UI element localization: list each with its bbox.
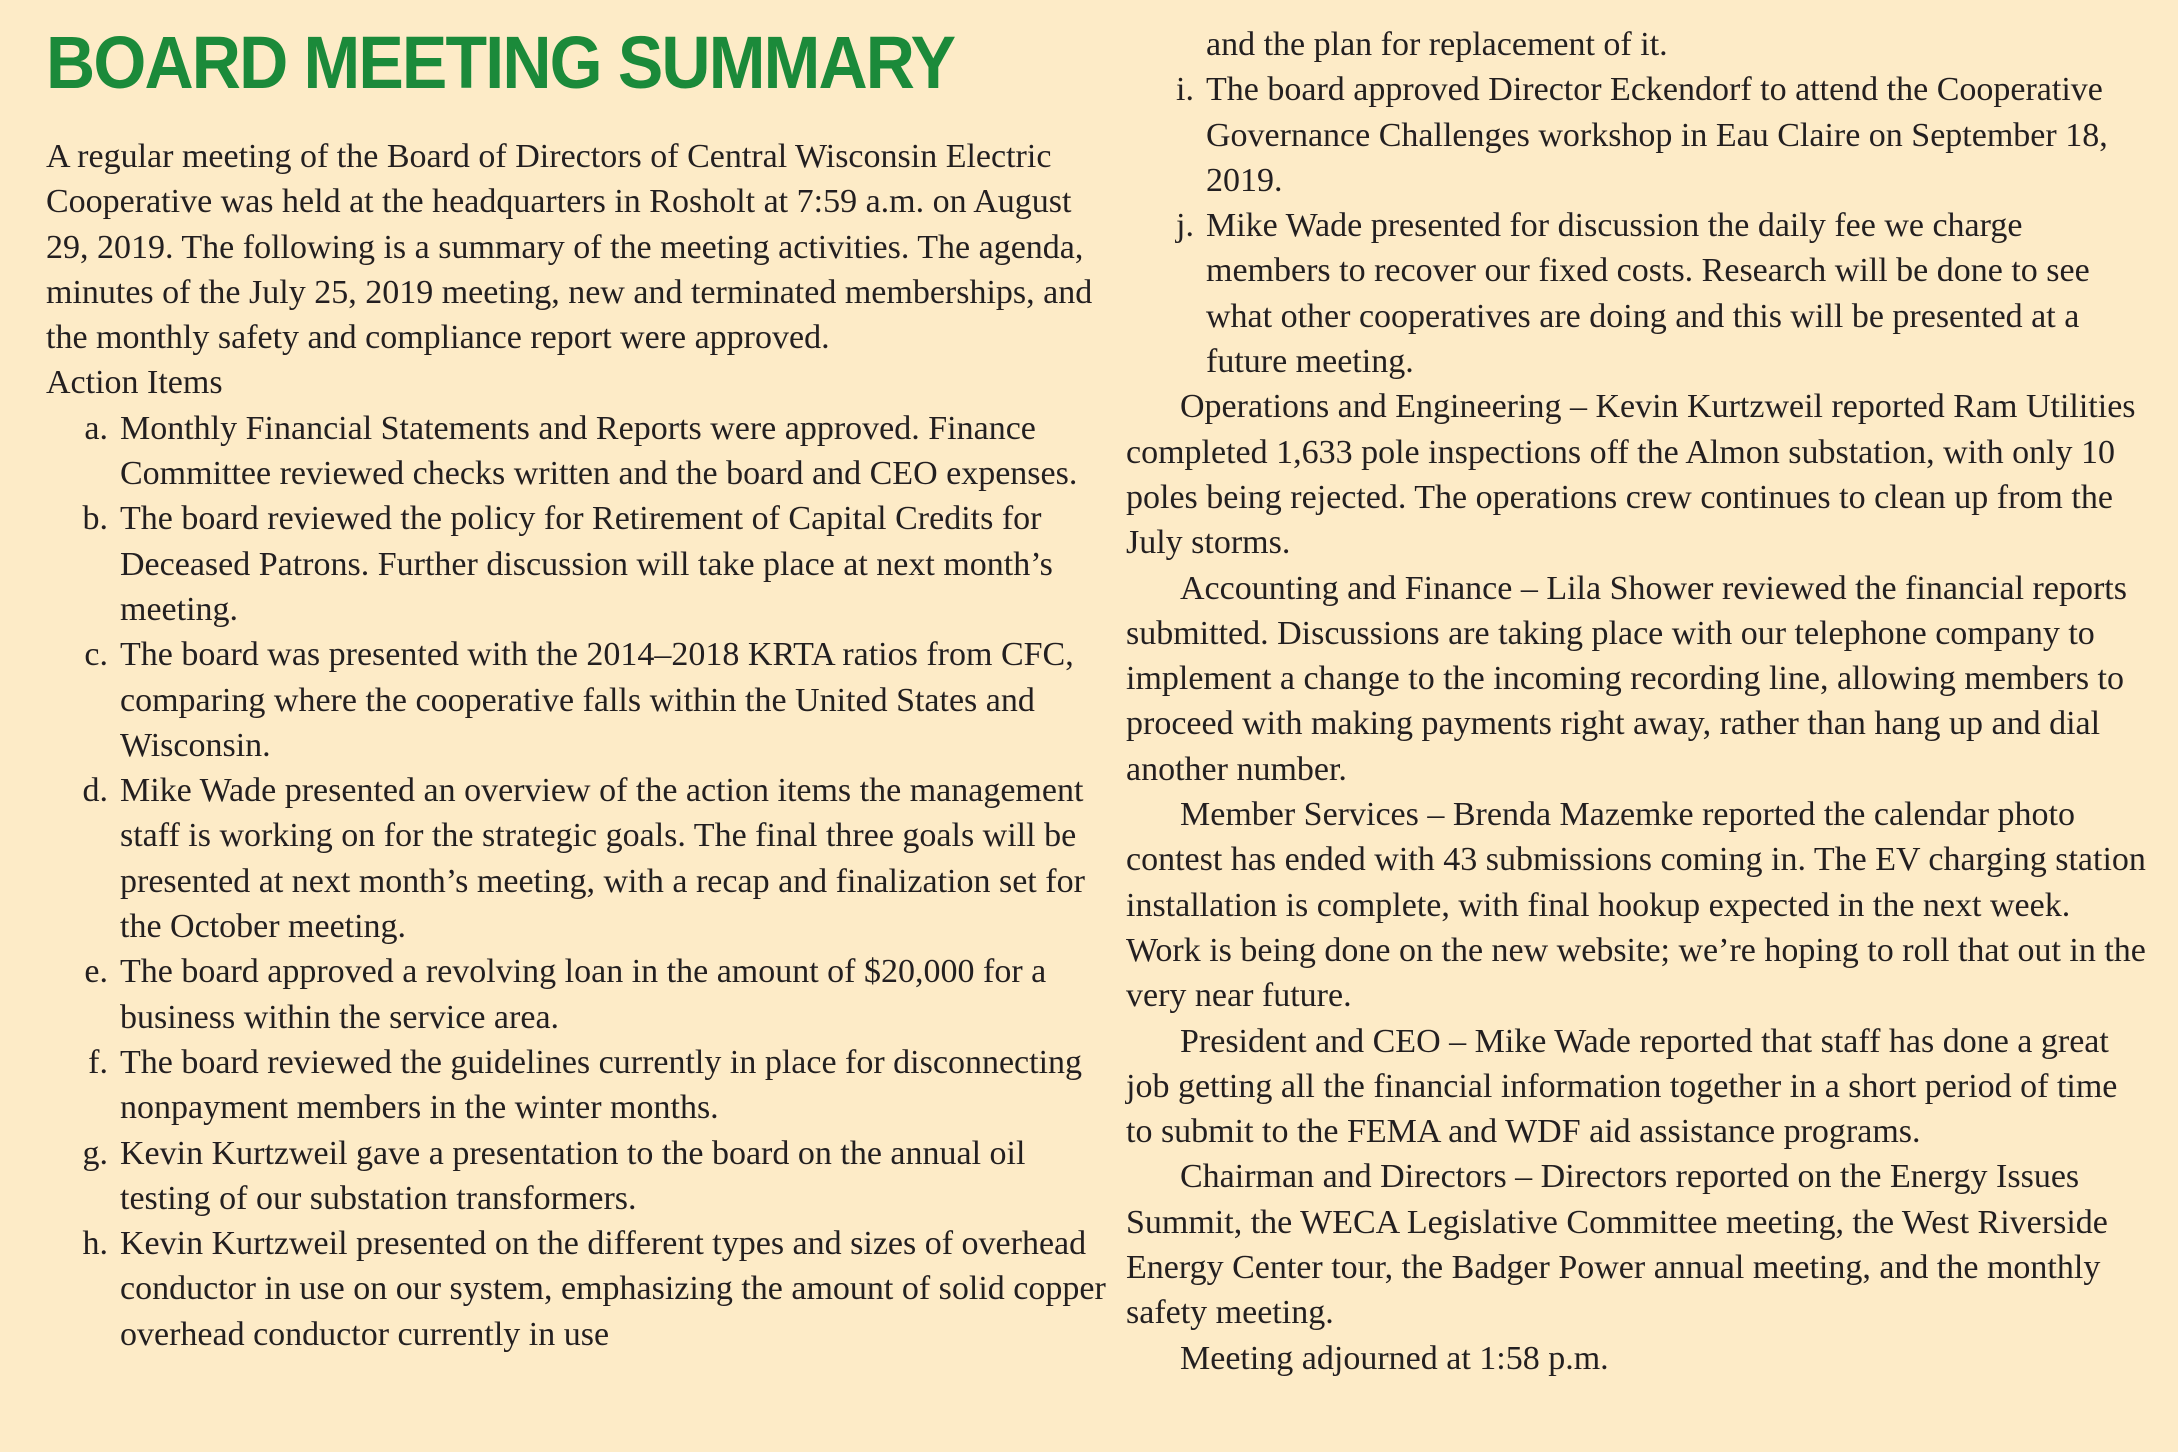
accounting-paragraph: Accounting and Finance – Lila Shower reviewed the financial reports submitted. Discussions are taking place with our telephone company to implement a change to the incoming recording line, allowing members to proceed with making payments right away, rather than hang up and dial another number.	[1126, 569, 2127, 788]
item-text: Monthly Financial Statements and Reports were approved. Finance Committee reviewed checks written and the board and CEO expenses.	[120, 409, 1078, 493]
action-item-a	[76, 406, 1106, 497]
item-text: The board approved Director Eckendorf to attend the Cooperative Governance Challenges workshop in Eau Claire on September 18, 2019.	[1206, 71, 2108, 199]
adjournment-paragraph: Meeting adjourned at 1:58 p.m.	[1180, 1339, 1609, 1377]
action-item-j	[1162, 203, 2146, 384]
item-text: Kevin Kurtzweil presented on the different types and sizes of overhead conductor in use on our system, emphasizing the amount of solid copper overhead conductor currently in use	[120, 1225, 1106, 1353]
operations-paragraph: Operations and Engineering – Kevin Kurtzweil reported Ram Utilities completed 1,633 pole inspections off the Almon substation, with only 10 poles being rejected. The operations crew continues to clean up from the July storms.	[1126, 388, 2136, 562]
action-item-f	[76, 1040, 1106, 1131]
item-letter: c.	[84, 636, 108, 674]
member-services-paragraph: Member Services – Brenda Mazemke reported the calendar photo contest has ended with 43 submissions coming in. The EV charging station installation is complete, with final hookup expected in the next week. Work is being done on the new website; we’re hoping to roll that out in the very near future.	[1126, 796, 2146, 1015]
action-item-e	[76, 949, 1106, 1040]
item-text: The board reviewed the guidelines currently in place for disconnecting nonpayment members in the winter months.	[120, 1043, 1083, 1127]
item-letter: b.	[82, 500, 108, 538]
item-letter: h.	[82, 1225, 108, 1263]
action-item-d	[76, 768, 1106, 949]
item-letter: a.	[84, 409, 108, 447]
article-title: BOARD MEETING SUMMARY	[46, 21, 955, 104]
item-text: The board reviewed the policy for Retirement of Capital Credits for Deceased Patrons. Further discussion will take place at next month’s meeting.	[120, 500, 1053, 628]
action-item-i	[1162, 67, 2146, 203]
intro-paragraph: A regular meeting of the Board of Directors of Central Wisconsin Electric Cooperative was held at the headquarters in Rosholt at 7:59 a.m. on August 29, 2019. The following is a summary of the meeting activities. The agenda, minutes of the July 25, 2019 meeting, new and terminated memberships, and the monthly safety and compliance report were approved.	[46, 138, 1093, 357]
action-item-g	[76, 1131, 1106, 1222]
action-items-heading: Action Items	[46, 364, 223, 402]
item-text: Kevin Kurtzweil gave a presentation to the board on the annual oil testing of our substation transformers.	[120, 1134, 1026, 1217]
president-ceo-paragraph: President and CEO – Mike Wade reported that staff has done a great job getting all the financial information together in a short period of time to submit to the FEMA and WDF aid assistance programs.	[1126, 1022, 2118, 1151]
item-text: Mike Wade presented for discussion the daily fee we charge members to recover our fixed costs. Research will be done to see what other cooperatives are doing and this will be presented at a future meeting.	[1206, 207, 2090, 381]
item-letter: e.	[84, 953, 108, 991]
item-text: The board was presented with the 2014–2018 KRTA ratios from CFC, comparing where the cooperative falls within the United States and Wisconsin.	[120, 636, 1074, 764]
item-letter: i.	[1176, 71, 1194, 109]
action-item-c	[76, 632, 1106, 768]
right-column	[1126, 0, 2146, 1381]
item-h-continuation: and the plan for replacement of it.	[1206, 26, 1668, 63]
action-item-b	[76, 496, 1106, 632]
item-text: Mike Wade presented an overview of the action items the management staff is working on for the strategic goals. The final three goals will be presented at next month’s meeting, with a recap and finalization set for the October meeting.	[120, 772, 1085, 946]
chairman-directors-paragraph: Chairman and Directors – Directors reported on the Energy Issues Summit, the WECA Legislative Committee meeting, the West Riverside Energy Center tour, the Badger Power annual meeting, and the monthly safety meeting.	[1126, 1158, 2108, 1332]
left-column	[46, 0, 1106, 1357]
item-letter: d.	[82, 772, 108, 810]
item-letter: f.	[88, 1043, 108, 1081]
item-text: The board approved a revolving loan in the amount of $20,000 for a business within the service area.	[120, 953, 1047, 1036]
item-letter: g.	[82, 1134, 108, 1172]
action-item-h	[76, 1221, 1106, 1357]
item-letter: j.	[1176, 207, 1194, 245]
